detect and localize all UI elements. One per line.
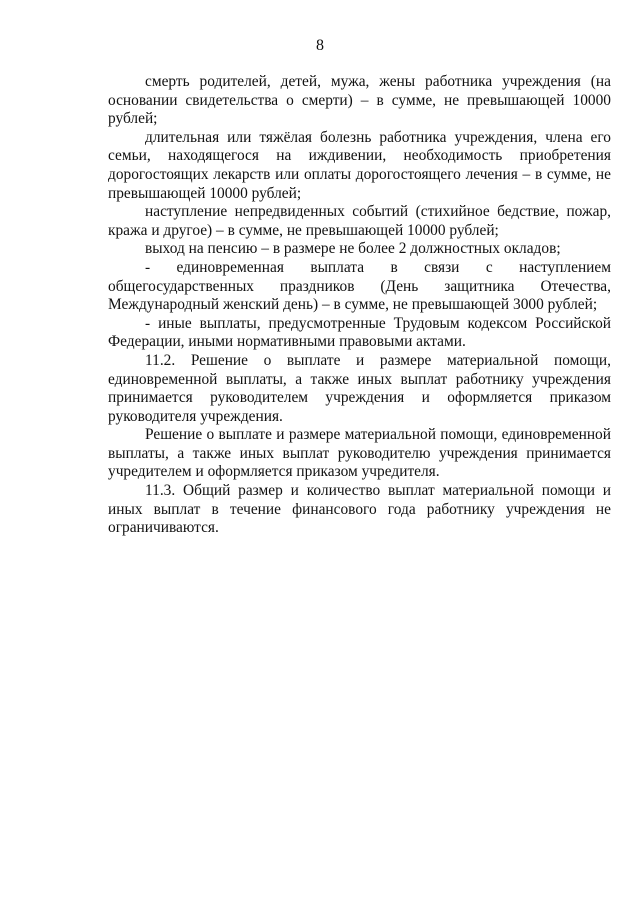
paragraph-unforeseen-events: наступление непредвиденных событий (стихийное бедствие, пожар, кража и другое) – в сумме, не превышающей 10000 рублей; [108,203,611,239]
paragraph-other-payments: - иные выплаты, предусмотренные Трудовым кодексом Российской Федерации, иными нормативными правовыми актами. [108,314,611,351]
paragraph-retirement: выход на пенсию – в размере не более 2 должностных окладов; [145,240,561,258]
document-body [108,73,611,538]
paragraph-11-3: 11.3. Общий размер и количество выплат материальной помощи и иных выплат в течение финансового года работнику учреждения не ограничиваются. [108,482,611,537]
paragraph-holiday-payment: - единовременная выплата в связи с наступлением общегосударственных праздников (День защитника Отечества, Международный женский день) – в сумме, не превышающей 3000 рублей; [108,258,611,314]
paragraph-11-2: 11.2. Решение о выплате и размере материальной помощи, единовременной выплаты, а также иных выплат работнику учреждения принимается руководителем учреждения и оформляется приказом руководителя учреждения. [108,351,611,425]
paragraph-long-illness: длительная или тяжёлая болезнь работника учреждения, члена его семьи, находящегося на иждивении, необходимость приобретения дорогостоящих лекарств или оплаты дорогостоящего лечения – в сумме, не превышающей 10000 рублей; [108,128,611,202]
page-number: 8 [316,37,324,54]
paragraph-death-of-relatives: смерть родителей, детей, мужа, жены работника учреждения (на основании свидетельства о смерти) – в сумме, не превышающей 10000 рублей; [108,73,611,128]
paragraph-founder-decision: Решение о выплате и размере материальной помощи, единовременной выплаты, а также иных выплат руководителю учреждения принимается учредителем и оформляется приказом учредителя. [108,426,611,481]
